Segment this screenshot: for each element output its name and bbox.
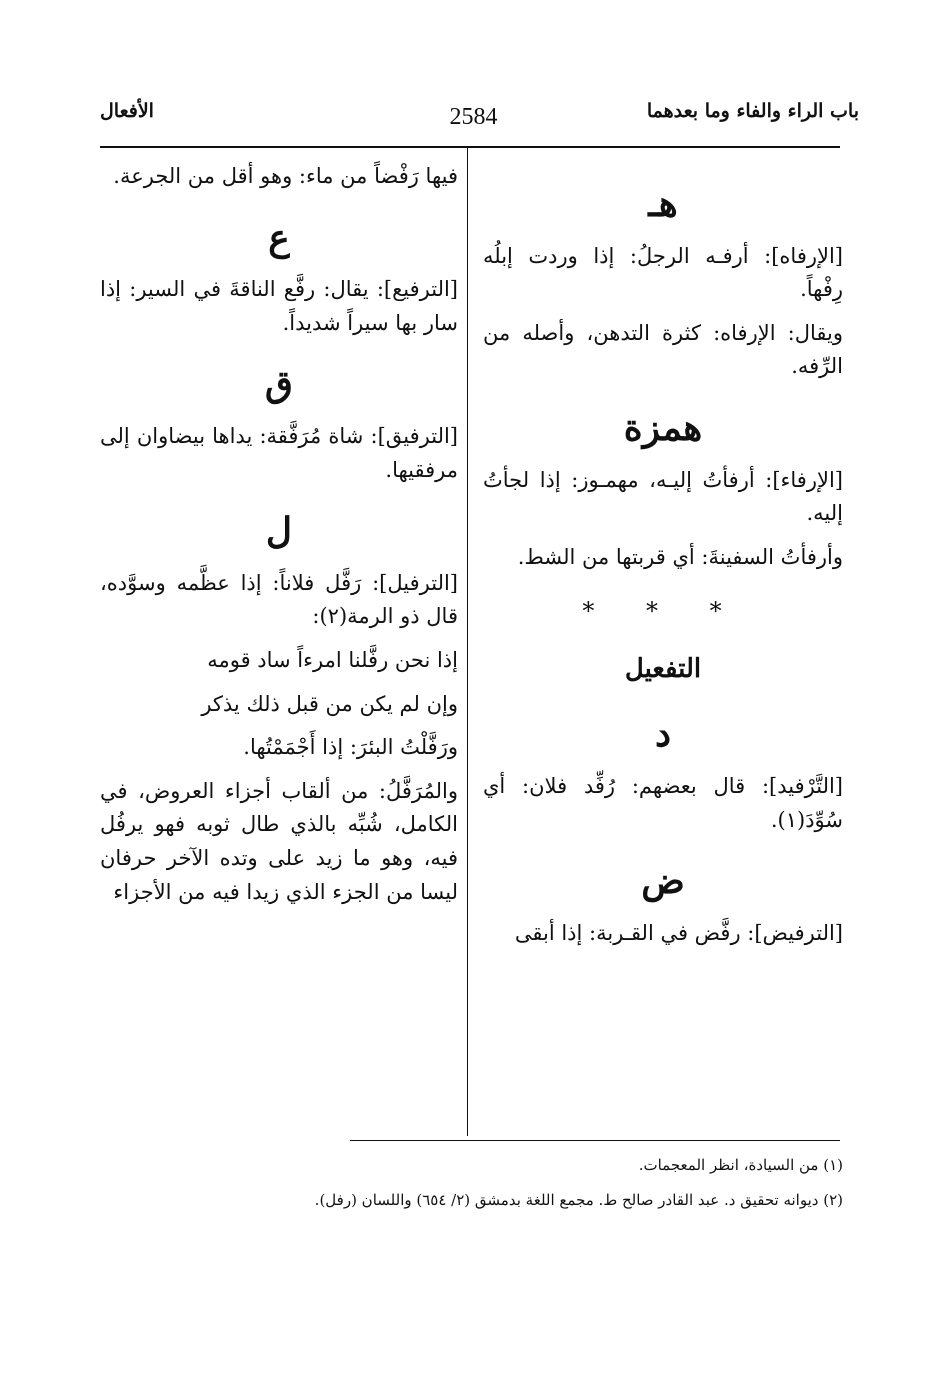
chapter-title: باب الراء والفاء وما بعدهما <box>646 100 859 122</box>
entry-tarfi: [الترفيع]: يقال: رفَّع الناقةَ في السير: إذا سار بها سيراً شديداً. <box>100 277 458 335</box>
letter-heading-h: هـ <box>648 183 678 225</box>
left-column <box>100 160 458 919</box>
entry-irfa-2: وأرفأتُ السفينةَ: أي قربتها من الشط. <box>517 544 843 569</box>
entry-tarfil-2: ورَفَّلْتُ البئرَ: إذا أَجْمَمْتُها. <box>243 735 458 760</box>
footnote-1: (١) من السيادة، انظر المعجمات. <box>638 1156 843 1174</box>
entry-irfah: [الإرفاه]: أرفـه الرجلُ: إذا وردت إبلُه رِفْهاً. <box>483 243 843 302</box>
column-divider <box>467 148 468 1136</box>
page-number: 2584 <box>449 104 498 130</box>
section-heading-tafeel: التفعيل <box>624 653 702 684</box>
entry-irfa: [الإرفاء]: أرفأتُ إليـه، مهمـوز: إذا لجأتُ إليه. <box>483 467 843 526</box>
letter-heading-d: د <box>654 713 672 756</box>
entry-continuation: فيها رَفْضاً من ماء: وهو أقل من الجرعة. <box>113 164 458 188</box>
poem-verse-1: إذا نحن رفَّلنا امرءاً ساد قومه <box>207 647 458 672</box>
letter-heading-q: ق <box>265 363 293 406</box>
letter-heading-l: ل <box>265 510 293 553</box>
entry-irfah-2: ويقال: الإرفاه: كثرة التدهن، وأصله من الرِّفه. <box>483 320 843 379</box>
entry-tarfid: [التَّرْفيد]: قال بعضهم: رُفِّد فلان: أي سُوِّدَ(١). <box>483 773 843 832</box>
letter-heading-dad: ض <box>641 860 685 903</box>
right-column <box>483 160 843 960</box>
letter-heading-hamza: همزة <box>623 406 703 449</box>
entry-tarfid-2: [الترفيض]: رفَّض في القـربة: إذا أبقى <box>514 920 843 945</box>
poem-verse-2: وإن لم يكن من قبل ذلك يذكر <box>201 691 458 716</box>
footnote-2: (٢) ديوانه تحقيق د. عبد القادر صالح ط. مجمع اللغة بدمشق (٢/ ٦٥٤) واللسان (رفل). <box>314 1191 843 1209</box>
section-title-header: الأفعال <box>100 100 154 122</box>
entry-tarfiq: [الترفيق]: شاة مُرَفَّقة: يداها بيضاوان إلى مرفقيها. <box>100 423 458 482</box>
entry-tarfil: [الترفيل]: رَفَّل فلاناً: إذا عظَّمه وسوَّده، قال ذو الرمة(٢): <box>100 570 458 629</box>
header-rule <box>100 146 840 148</box>
footnote-rule <box>350 1140 840 1141</box>
letter-heading-ain: ع <box>268 216 290 259</box>
section-separator: * * * <box>582 597 744 626</box>
entry-murafal: والمُرَفَّلُ: من ألقاب أجزاء العروض، في الكامل، شُبِّه بالذي طال ثوبه فهو يرفُل فيه، وهو ما زيد على وتده الآخر حرفان ليسا من الجزء الذي زيدا فيه من الأجزاء <box>100 778 458 904</box>
